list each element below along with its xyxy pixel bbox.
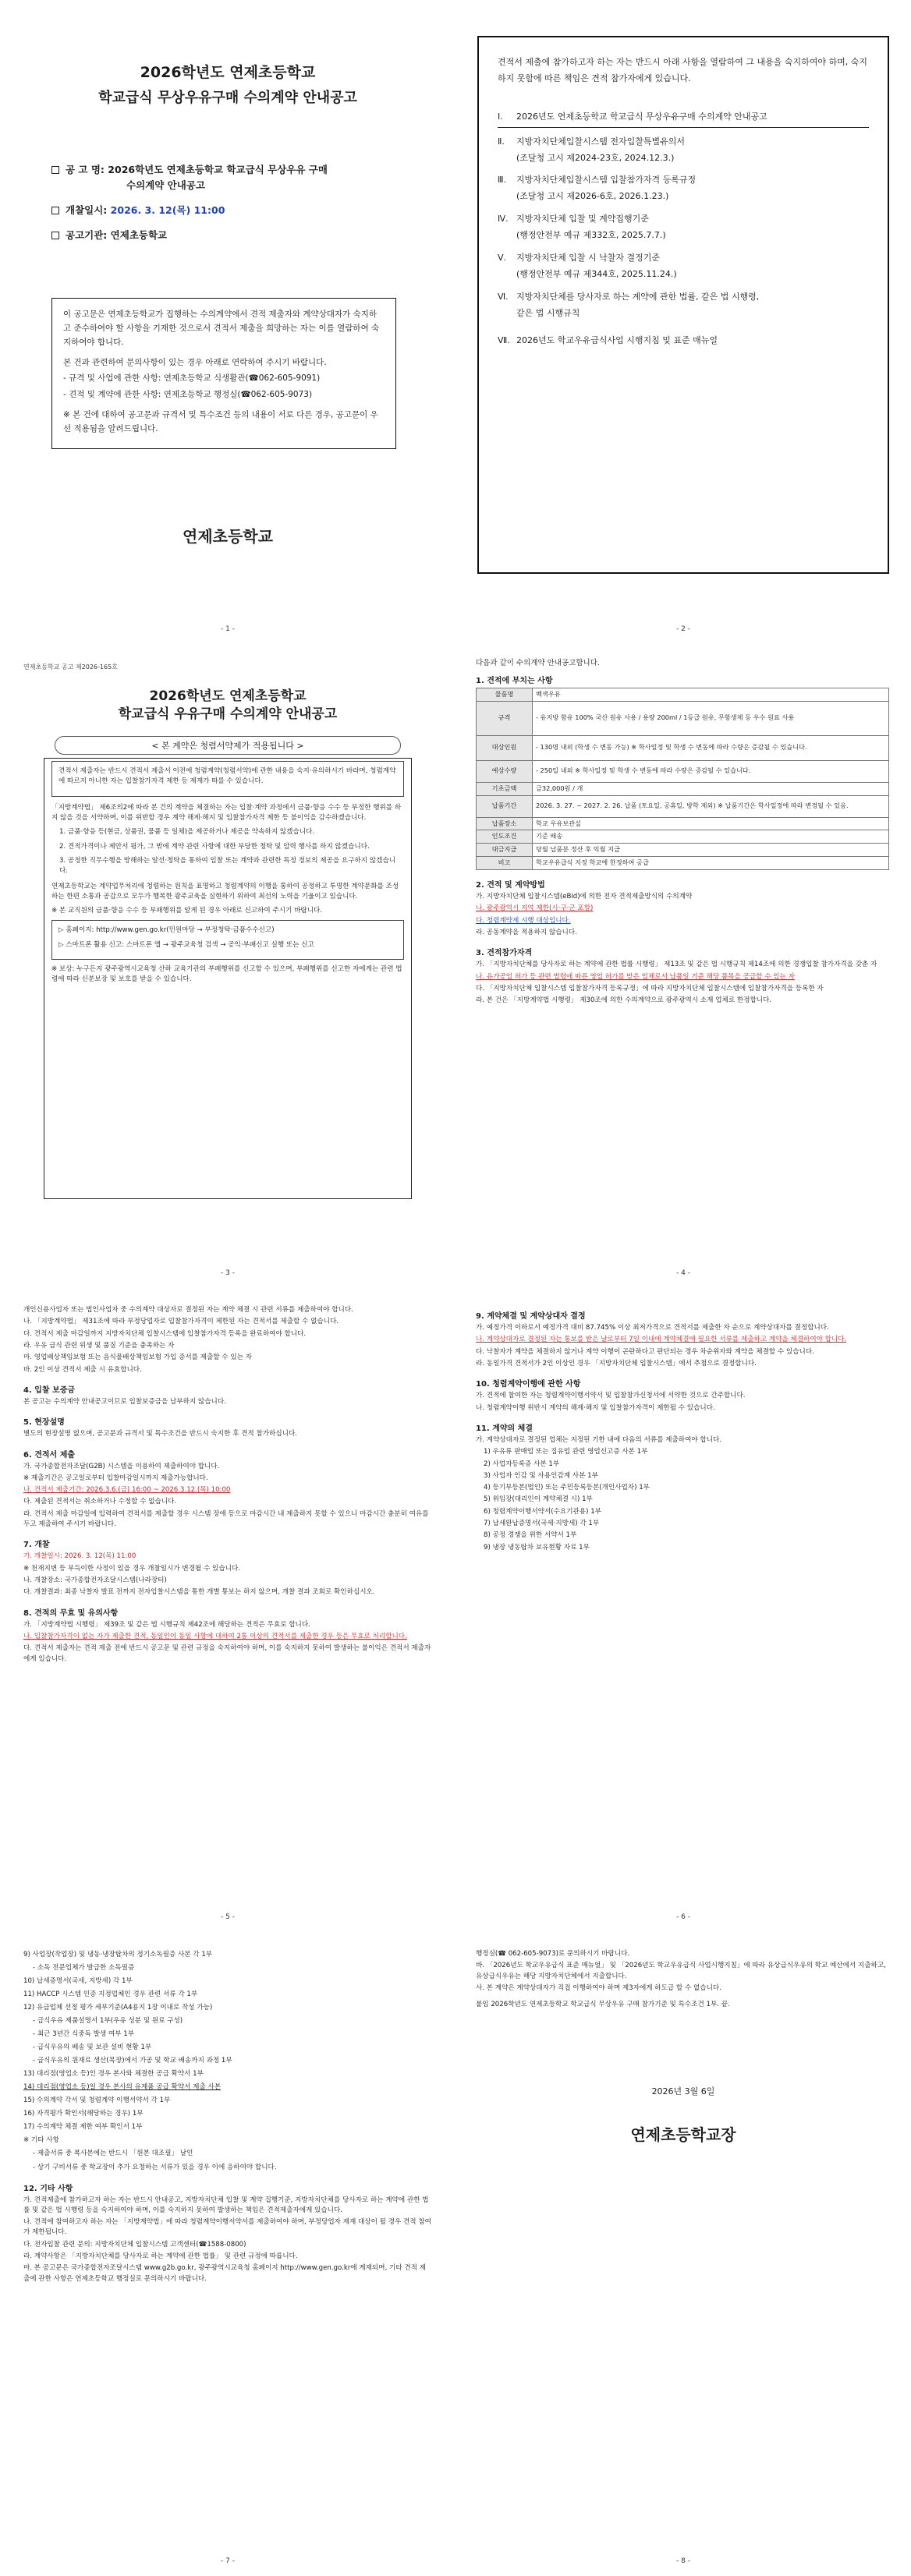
page-number: - 8 -: [676, 2557, 690, 2565]
page-7: 9) 사업장(작업장) 및 냉동·냉장탑차의 정기소독필증 사본 각 1부 - 소독 전문업체가 발급한 소독필증 10) 납세증명서(국세, 지방세) 각 1부 11) HACCP 시스템 인증 지정업체인 경우 관련 서류 각 1부 12) 유급업체 선정 평가 세부기준(A4용지 1장 이내로 작성 가능) - 급식우유 제품설명서 1부(우유 성분 및 원료 구성) - 최근 3년간 식중독 발생 여부 1부 - 급식우유의 배송 및 보관 설비 현황 1부 - 급식우유의 원재료 생산(목장)에서 가공 및 학교 배송까지 과정 1부 13) 대리점(영업소 등)인 경우 본사와 체결한 공급 확약서 1부 14) 대리점(영업소 등)일 경우 본사의 유제품 공급 확약서 제출 사본 15) 수의계약 각서 및 청렴계약 이행서약서 각 1부 16) 자격평가 확인서(해당하는 경우) 1부 17) 수의계약 체결 제한 여부 확인서 1부 ※ 기타 사항 - 제출서류 중 복사본에는 반드시 「원본 대조필」 날인 - 상기 구비서류 중 학교장이 추가 요청하는 서류가 있을 경우 이에 응하여야 합니다. 12. 기타 사항 가. 견적제출에 참가하고자 하는 자는 반드시 안내공고, 지방자치단체 입찰 및 계약 집행기준, 지방자치단체를 당사자로 하는 계약에 관한 법률 및 같은 법 시행령 등을 숙지하여야 하며, 이를 숙지하지 못하여 발생하는 책임은 견적제출자에게 있습니다. 나. 견적에 참여하고자 하는 자는 「지방계약법」에 따라 청렴계약이행서약서를 제출하여야 하며, 부정당업자 제재 대상이 될 경우 견적 참여가 제한됩니다. 다. 전자입찰 관련 문의: 지방자치단체 입찰시스템 고객센터(☎1588-0800) 라. 계약사항은 「지방자치단체를 당사자로 하는 계약에 관한 법률」 및 관련 규정에 따릅니다. 마. 본 공고문은 국가종합전자조달시스템 www.g2b.go.kr, 광주광역시교육청 홈페이지 http://www.gen.go.kr에 게재되며, 기타 견적 제출에 관한 사항은 연제초등학교 행정실로 문의하시기 바랍니다. - 7 -: [0, 1932, 456, 2576]
section-heading: 11. 계약의 체결: [476, 1424, 533, 1433]
section-heading: 2. 견적 및 계약방법: [476, 881, 545, 890]
notice-date: 2026년 3월 6일: [651, 2086, 715, 2097]
section-heading: 10. 청렴계약이행에 관한 사항: [476, 1380, 581, 1389]
report-homepage-link[interactable]: ▷ 홈페이지: http://www.gen.go.kr(민원마당 → 부정청탁·금품수수신고): [58, 926, 275, 935]
law-item: Ⅱ. 지방자치단체입찰시스템 전자입찰특별유의서 (조달청 고시 제2024-23호, 2024.12.3.): [498, 136, 686, 163]
law-item: Ⅶ. 2026년도 학교우유급식사업 시행지침 및 표준 매뉴얼: [498, 334, 718, 345]
table-row: 대상인원 - 130명 내외 (학생 수 변동 가능) ※ 학사일정 및 학생 수 변동에 따라 수량은 증감될 수 있습니다.: [477, 735, 889, 760]
checkbox-square-icon: [51, 166, 59, 174]
law-item: Ⅵ. 지방자치단체를 당사자로 하는 계약에 관한 법률, 같은 법 시행령, 같은 법 시행규칙: [498, 291, 760, 318]
page-number: - 3 -: [221, 1269, 235, 1277]
page-4: 다음과 같이 수의계약 안내공고합니다. 1. 견적에 부치는 사항 물품명 백색우유 규격 - 유지방 함유 100% 국산 원유 사용 / 용량 200ml / 1등급 원유, 무항생제 등 우수 원료 사용 대상인원 - 130명 내외 (학생 수 변동 가능) ※ 학사일정 및 학생 수 변동에 따라 수량은 증감될 수 있습니다. 예상수량 - 250일 내외 ※ 학사일정 및 학생 수 변동에 따라 수량은 증감될 수 있습니다. 기초금액 금32,000원 / 개 납품기간 2026. 3. 27. ~ 2027. 2. 26. 납품 (토요일, 공휴일, 방학 제외) ※ 납품기간은 학사일정에 따라 변경될 수 있음. 납품장소 학교 우유보관실 인도조건 기준 배송 대금지급 당월 납품분 정산 후 익월 지급 비고 학교우유급식 지정 학교에 한정하여 공급 2. 견적 및 계약방법 가. 지방자치단체 입찰시스템(eBid)에 의한 전자 견적제출방식의 수의계약 나. 광주광역시 지역 제한(시·구·군 포함) 다. 청렴계약제 시행 대상입니다. 라. 공동계약을 적용하지 않습니다. 3. 견적참가자격 가. 「지방자치단체를 당사자로 하는 계약에 관한 법률 시행령」 제13조 및 같은 법 시행규칙 제14조에 의한 경쟁입찰 참가자격을 갖춘 자 나. 유가공업 허가 등 관련 법령에 따른 영업 허가를 받은 업체로서 납품일 기준 해당 품목을 공급할 수 있는 자 다. 「지방자치단체 입찰시스템 입찰참가자격 등록규정」에 따라 지방자치단체 입찰시스템에 입찰참가자격을 등록한 자 라. 본 건은 「지방계약법 시행령」 제30조에 의한 수의계약으로 광주광역시 소재 업체로 한정합니다. - 4 -: [456, 644, 911, 1288]
table-row: 예상수량 - 250일 내외 ※ 학사일정 및 학생 수 변동에 따라 수량은 증감될 수 있습니다.: [477, 760, 889, 782]
notice-agency: 연제초등학교: [110, 229, 168, 241]
section-heading: 1. 견적에 부치는 사항: [476, 676, 553, 685]
checkbox-square-icon: [51, 207, 59, 214]
title-line-1: 2026학년도 연제초등학교: [140, 64, 316, 81]
page-number: - 4 -: [676, 1269, 690, 1277]
integrity-content: 견적서 제출자는 반드시 견적서 제출서 이전에 청렴계약(청렴서약)에 관한 내용을 숙지·유의하시기 바라며, 청렴계약에 따르지 아니한 자는 입찰참가자격 제한 등 제재가 따를 수 있습니다. 「지방계약법」 제6조의2에 따라 본 건의 계약을 체결하는 자는 입찰·계약 과정에서 금품·향응 수수 등 부정한 행위를 하지 않을 것을 서약하며, 이를 위반할 경우 계약 해제·해지 및 입찰참가자격 제한 등 불이익을 감수하겠습니다. 1. 금품·향응 등(현금, 상품권, 물품 등 일체)을 제공하거나 제공을 약속하지 않겠습니다. 2. 견적가격이나 제안서 평가, 그 밖에 계약 관련 사항에 대한 부당한 청탁 및 압력 행사를 하지 않겠습니다. 3. 공정한 직무수행을 방해하는 알선·청탁을 통하여 입찰 또는 계약과 관련한 특정 정보의 제공을 요구하지 않겠습니다. 연제초등학교는 계약업무처리에 청렴하는 원칙을 표명하고 청렴계약의 이행을 통하여 공정하고 투명한 계약문화를 조성하는 한편 소통과 공감으로 모두가 행복한 광주교육을 실현하기 위하여 최선의 노력을 기울이고 있습니다. ※ 본 교직원의 금품·향응 수수 등 부패행위를 알게 된 경우 아래로 신고하여 주시기 바랍니다. ▷ 홈페이지: http://www.gen.go.kr(민원마당 → 부정청탁·금품수수신고) ▷ 스마트폰 활용 신고: 스마트폰 앱 → 광주교육청 검색 → 공익·부패신고 실행 또는 신고 ※ 보상: 누구든지 광주광역시교육청 산하 교육기관의 부패행위를 신고할 수 있으며, 부패행위를 신고한 자에게는 관련 법령에 따라 신분보장 및 보호를 받을 수 있습니다.: [51, 761, 404, 989]
section-heading: 7. 개찰: [23, 1541, 50, 1550]
page-1: [0, 0, 456, 644]
integrity-notice-box: 견적서 제출자는 반드시 견적서 제출서 이전에 청렴계약(청렴서약)에 관한 내용을 숙지·유의하시기 바라며, 청렴계약에 따르지 아니한 자는 입찰참가자격 제한 등 제재가 따를 수 있습니다.: [51, 761, 404, 797]
table-row: 대금지급 당월 납품분 정산 후 익월 지급: [477, 844, 889, 857]
section-heading: 3. 견적참가자격: [476, 949, 533, 958]
section-heading: 9. 계약체결 및 계약상대자 결정: [476, 1312, 586, 1321]
table-row: 납품장소 학교 우유보관실: [477, 817, 889, 830]
page-2: [456, 0, 911, 644]
law-item: Ⅳ. 지방자치단체 입찰 및 계약집행기준 (행정안전부 예규 제332호, 2025.7.7.): [498, 214, 666, 241]
school-name: 연제초등학교: [183, 527, 273, 546]
section-heading: 6. 견적서 제출: [23, 1450, 76, 1460]
attachment-note: 붙임 2026학년도 연제초등학교 학교급식 무상우유 구매 참가기준 및 특수조건 1부. 끝.: [476, 2001, 730, 2009]
page-3: [0, 644, 456, 1288]
notice-info-box: 이 공고문은 연제초등학교가 집행하는 수의계약에서 견적 제출자와 계약상대자가 숙지하고 준수하여야 할 사항을 기재한 것으로서 견적서 제출을 희망하는 자는 이를 열람하여 숙지하여야 합니다. 본 건과 관련하여 문의사항이 있는 경우 아래로 연락하여 주시기 바랍니다. - 규격 및 사업에 관한 사항: 연제초등학교 식생활관(☎062-605-9091) - 견적 및 계약에 관한 사항: 연제초등학교 행정실(☎062-605-9073) ※ 본 건에 대하여 공고문과 규격서 및 특수조건 등의 내용이 서로 다른 경우, 공고문이 우선 적용됨을 알려드립니다.: [51, 298, 396, 449]
integrity-banner: < 본 계약은 청렴서약제가 적용됩니다 >: [55, 736, 401, 755]
report-channel-box: ▷ 홈페이지: http://www.gen.go.kr(민원마당 → 부정청탁·금품수수신고) ▷ 스마트폰 활용 신고: 스마트폰 앱 → 광주교육청 검색 → 공익·부패신고 실행 또는 신고: [51, 920, 404, 960]
section-heading: 4. 입찰 보증금: [23, 1385, 76, 1395]
page-number: - 5 -: [221, 1913, 235, 1921]
page-8: 행정실(☎ 062-605-9073)로 문의하시기 바랍니다. 바. 「2026년도 학교우유급식 표준 매뉴얼」 및 「2026년도 학교우유급식 사업시행지침」에 따라 유상급식우유의 학교 예산에서 지출하고, 유상급식우유는 해당 지방자치단체에서 지출합니다. 사. 본 계약은 계약상대자가 직접 이행하여야 하며 제3자에게 하도급 할 수 없습니다. 붙임 2026학년도 연제초등학교 학교급식 무상우유 구매 참가기준 및 특수조건 1부. 끝. 2026년 3월 6일 연제초등학교장 - 8 -: [456, 1932, 911, 2576]
page-3-title: 2026학년도 연제초등학교 학교급식 우유구매 수의계약 안내공고: [118, 688, 338, 722]
page-1-title: [0, 61, 456, 107]
law-item: Ⅴ. 지방자치단체 입찰 시 낙찰자 결정기준 (행정안전부 예규 제344호, 2025.11.24.): [498, 253, 677, 279]
integrity-frame: [44, 758, 412, 1199]
opening-datetime: 가. 개찰일시: 2026. 3. 12(목) 11:00: [23, 1552, 136, 1561]
signer-name: 연제초등학교장: [630, 2125, 736, 2144]
page-number: - 2 -: [676, 625, 690, 633]
law-item: Ⅰ. 2026년도 연제초등학교 학교급식 무상우유구매 수의계약 안내공고: [498, 109, 869, 128]
attention-frame: [477, 36, 889, 574]
page-number: - 6 -: [676, 1913, 690, 1921]
checkbox-square-icon: [51, 232, 59, 239]
page-6: 9. 계약체결 및 계약상대자 결정 가. 예정가격 이하로서 예정가격 대비 87.745% 이상 최저가격으로 견적서를 제출한 자 순으로 계약상대자를 결정합니다. 나. 계약상대자로 결정된 자는 통보를 받은 날로부터 7일 이내에 계약체결에 필요한 서류를 제출하고 계약을 체결하여야 합니다. 다. 낙찰자가 계약을 체결하지 않거나 계약 이행이 곤란하다고 판단되는 경우 차순위자와 계약을 체결할 수 있습니다. 라. 동일가격 견적서가 2인 이상인 경우 「지방자치단체 입찰시스템」에서 추첨으로 결정합니다. 10. 청렴계약이행에 관한 사항 가. 견적에 참여한 자는 청렴계약이행서약서 및 입찰참가신청서에 서약한 것으로 간주합니다. 나. 청렴계약이행 위반시 계약의 해제·해지 및 입찰참가자격이 제한될 수 있습니다. 11. 계약의 체결 가. 계약상대자로 결정된 업체는 지정된 기한 내에 다음의 서류를 제출하여야 합니다. 1) 우유류 판매업 또는 집유업 관련 영업신고증 사본 1부 2) 사업자등록증 사본 1부 3) 사업자 인감 및 사용인감계 사본 1부 4) 등기부등본(법인) 또는 주민등록등본(개인사업자) 1부 5) 위임장(대리인이 계약체결 시) 1부 6) 청렴계약이행서약서(수요기관용) 1부 7) 납세완납증명서(국세·지방세) 각 1부 8) 공정 경쟁을 위한 서약서 1부 9) 냉장 냉동탑차 보유현황 자료 1부 - 6 -: [456, 1288, 911, 1932]
section-heading: 12. 기타 사항: [23, 2184, 73, 2193]
submission-period: 나. 견적서 제출기간: 2026.3.6.(금) 16:00 ~ 2026.3.12.(목) 10:00: [23, 1486, 231, 1495]
table-row: 비고 학교우유급식 지정 학교에 한정하여 공급: [477, 857, 889, 870]
page-5: 개인신용사업자 또는 법인사업자 중 수의계약 대상자로 결정된 자는 계약 체결 시 관련 서류를 제출하여야 합니다. 나. 「지방계약법」 제31조에 따라 부정당업자로 입찰참가자격이 제한된 자는 견적서를 제출할 수 없습니다. 다. 견적서 제출 마감일까지 지방자치단체 입찰시스템에 입찰참가자격 등록을 완료하여야 합니다. 라. 우유 급식 관련 위생 및 품질 기준을 충족하는 자 마. 영업배상책임보험 또는 음식물배상책임보험 가입 증서를 제출할 수 있는 자 바. 2인 이상 견적서 제출 시 유효합니다. 4. 입찰 보증금 본 공고는 수의계약 안내공고이므로 입찰보증금을 납부하지 않습니다. 5. 현장설명 별도의 현장설명 없으며, 공고문과 규격서 및 특수조건을 반드시 숙지한 후 견적 참가하십니다. 6. 견적서 제출 가. 국가종합전자조달(G2B) 시스템을 이용하여 제출하여야 합니다. ※ 제출기간은 공고일로부터 입찰마감일시까지 제출가능합니다. 나. 견적서 제출기간: 2026.3.6.(금) 16:00 ~ 2026.3.12.(목) 10:00 다. 제출된 견적서는 취소하거나 수정할 수 없습니다. 라. 견적서 제출 마감일에 입력하여 견적서를 제출할 경우 시스템 장애 등으로 마감시간 내 제출하지 못할 수 있으니 마감시간 충분히 여유를 두고 제출하여 주시기 바랍니다. 7. 개찰 가. 개찰일시: 2026. 3. 12(목) 11:00 ※ 천재지변 등 부득이한 사정이 있을 경우 개찰일시가 변경될 수 있습니다. 나. 개찰장소: 국가종합전자조달시스템(나라장터) 다. 개찰결과: 최종 낙찰자 발표 전까지 전자입찰시스템을 통한 개별 통보는 하지 않으며, 개찰 결과 조회로 확인하십시오. 8. 견적의 무효 및 유의사항 가. 「지방계약법 시행령」 제39조 및 같은 법 시행규칙 제42조에 해당하는 견적은 무효로 합니다. 나. 입찰참가자격이 없는 자가 제출한 견적, 동일인이 동일 사항에 대하여 2통 이상의 견적서를 제출한 경우 등은 무효로 처리합니다. 다. 견적서 제출자는 견적 제출 전에 반드시 공고문 및 관련 규정을 숙지하여야 하며, 이를 숙지하지 못하여 발생하는 불이익은 견적서 제출자에게 있습니다. - 5 -: [0, 1288, 456, 1932]
spec-table: [476, 688, 889, 870]
section-heading: 8. 견적의 무효 및 유의사항: [23, 1608, 119, 1618]
table-row: 납품기간 2026. 3. 27. ~ 2027. 2. 26. 납품 (토요일, 공휴일, 방학 제외) ※ 납품기간은 학사일정에 따라 변경될 수 있음.: [477, 795, 889, 817]
reference-law-list: [498, 109, 869, 349]
table-row: 인도조건 기준 배송: [477, 830, 889, 844]
attention-intro: 견적서 제출에 참가하고자 하는 자는 반드시 아래 사항을 열람하여 그 내용을 숙지하여야 하며, 숙지하지 못함에 따른 책임은 견적 참가자에게 있습니다.: [498, 57, 867, 83]
title-line-2: 학교급식 무상우유구매 수의계약 안내공고: [98, 90, 357, 106]
page-number: - 1 -: [221, 625, 235, 633]
announcement-number: 연제초등학교 공고 제2026-165호: [23, 663, 118, 671]
notice-name: 2026학년도 연제초등학교 학교급식 무상우유 구매: [108, 164, 328, 175]
section-heading: 5. 현장설명: [23, 1418, 65, 1428]
law-item: Ⅲ. 지방자치단체입찰시스템 입찰참가자격 등록규정 (조달청 고시 제2026-6호, 2026.1.23.): [498, 175, 697, 202]
opening-datetime: 2026. 3. 12(목) 11:00: [110, 204, 225, 216]
table-row: 규격 - 유지방 함유 100% 국산 원유 사용 / 용량 200ml / 1등급 원유, 무항생제 등 우수 원료 사용: [477, 701, 889, 735]
table-row: 물품명 백색우유: [477, 688, 889, 701]
homepage-links[interactable]: 마. 본 공고문은 국가종합전자조달시스템 www.g2b.go.kr, 광주광역시교육청 홈페이지 http://www.gen.go.kr에 게재되며, 기타 견적 제출에 관한 사항은 연제초등학교 행정실로 문의하시기 바랍니다.: [23, 2264, 427, 2283]
table-row: 기초금액 금32,000원 / 개: [477, 782, 889, 795]
page-number: - 7 -: [221, 2557, 235, 2565]
notice-summary: 공 고 명: 2026학년도 연제초등학교 학교급식 무상우유 구매 수의계약 안내공고 개찰일시: 2026. 3. 12(목) 11:00 공고기관: 연제초등학교: [51, 162, 418, 243]
